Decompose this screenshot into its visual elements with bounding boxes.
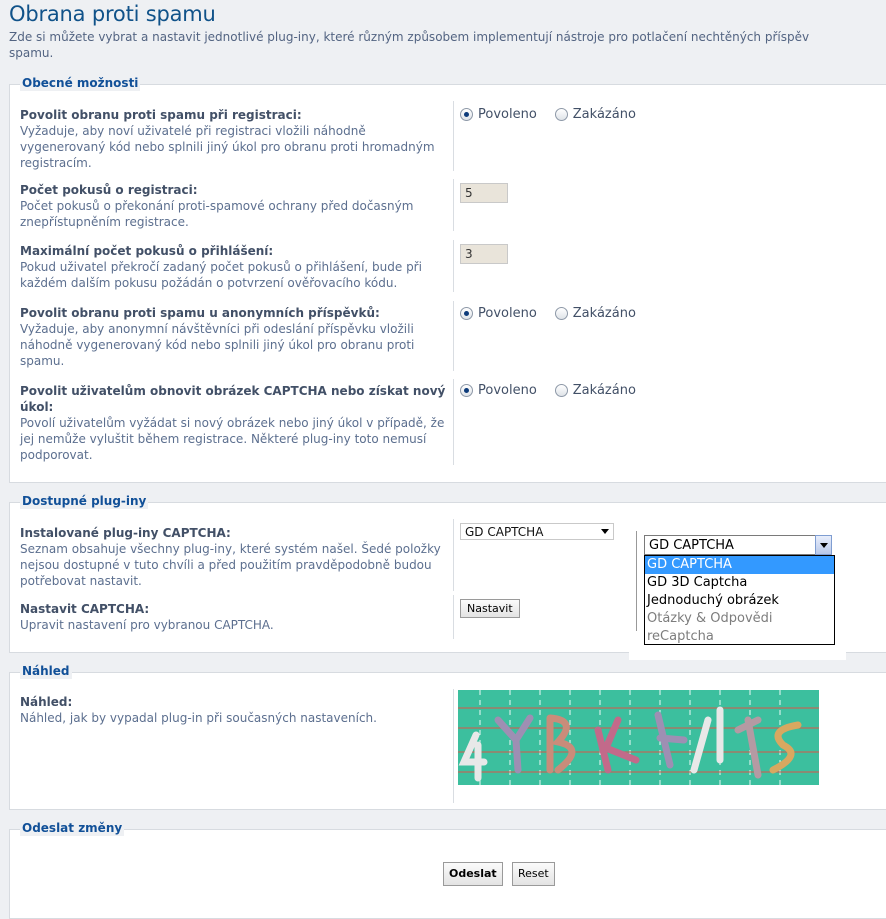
page-intro xyxy=(9,29,886,61)
reset-button[interactable]: Reset xyxy=(512,862,555,886)
guest-captcha-enabled-radio[interactable] xyxy=(460,307,473,320)
guest-captcha-disabled-label[interactable]: Zakázáno xyxy=(572,306,636,321)
reg-attempts-input[interactable]: 5 xyxy=(460,183,508,203)
reg-attempts-desc: Počet pokusů o překonání proti-spamové ochrany před dočasným znepřístupněním registrace. xyxy=(20,199,414,229)
submit-fieldset xyxy=(9,821,886,919)
general-options-fieldset xyxy=(9,76,886,483)
guest-captcha-row xyxy=(10,301,886,371)
intro-line-1: Zde si můžete vybrat a nastavit jednotlivé plug-iny, které různým způsobem implementují nástroje pro potlačení nechtěných příspěv xyxy=(9,30,810,44)
preview-title: Náhled: xyxy=(20,695,73,709)
intro-line-2: spamu. xyxy=(9,46,54,60)
reg-captcha-row xyxy=(10,101,886,171)
login-attempts-input[interactable]: 3 xyxy=(460,244,508,264)
configure-captcha-button[interactable]: Nastavit xyxy=(460,599,520,618)
guest-captcha-disabled-radio[interactable] xyxy=(555,307,568,320)
captcha-plugin-select[interactable] xyxy=(460,523,614,540)
reg-attempts-title: Počet pokusů o registraci: xyxy=(20,183,198,197)
refresh-captcha-enabled-label[interactable]: Povoleno xyxy=(478,383,537,398)
refresh-captcha-row xyxy=(10,379,886,465)
option-gd-captcha[interactable]: GD CAPTCHA xyxy=(645,556,834,574)
configure-captcha-desc: Upravit nastavení pro vybranou CAPTCHA. xyxy=(20,618,274,632)
popup-options-list xyxy=(644,555,835,645)
captcha-preview-image xyxy=(458,690,819,785)
login-attempts-row xyxy=(10,240,886,292)
reg-captcha-disabled-label[interactable]: Zakázáno xyxy=(572,107,636,122)
reg-captcha-disabled-radio[interactable] xyxy=(555,108,568,121)
submit-button[interactable]: Odeslat xyxy=(443,862,503,886)
preview-desc: Náhled, jak by vypadal plug-in při současných nastaveních. xyxy=(20,711,377,725)
refresh-captcha-enabled-radio[interactable] xyxy=(460,384,473,397)
reg-captcha-enabled-label[interactable]: Povoleno xyxy=(478,107,537,122)
installed-plugins-desc: Seznam obsahuje všechny plug-iny, které systém našel. Šedé položky nejsou dostupné v tuto chvíli a před použitím pravděpodobně budou potřebovat nastavit. xyxy=(20,542,441,588)
submit-legend: Odeslat změny xyxy=(22,821,123,835)
guest-captcha-options xyxy=(460,306,654,321)
reg-captcha-desc: Vyžaduje, aby noví uživatelé při registraci vložili náhodně vygenerovaný kód nebo splnili jiný úkol pro obranu proti hromadným registracím. xyxy=(20,124,435,170)
reg-captcha-options xyxy=(460,107,654,122)
guest-captcha-title: Povolit obranu proti spamu u anonymních příspěvků: xyxy=(20,306,380,320)
login-attempts-desc: Pokud uživatel překročí zadaný počet pokusů o přihlášení, bude při každém dalším pokusu požádán o potvrzení ověřovacího kódu. xyxy=(20,260,422,290)
guest-captcha-enabled-label[interactable]: Povoleno xyxy=(478,306,537,321)
reg-attempts-row xyxy=(10,179,886,231)
page-title: Obrana proti spamu xyxy=(9,2,216,26)
chevron-down-icon xyxy=(820,543,828,548)
preview-legend: Náhled xyxy=(22,664,70,678)
configure-captcha-title: Nastavit CAPTCHA: xyxy=(20,602,150,616)
reg-captcha-enabled-radio[interactable] xyxy=(460,108,473,121)
popup-select-arrow[interactable] xyxy=(815,535,832,555)
installed-plugins-title: Instalované plug-iny CAPTCHA: xyxy=(20,526,231,540)
refresh-captcha-desc: Povolí uživatelům vyžádat si nový obrázek nebo jiný úkol v případě, že jej nemůže vyluštit během registrace. Některé plug-iny toto nemusí podporovat. xyxy=(20,416,445,462)
popup-select-box[interactable] xyxy=(644,535,831,555)
guest-captcha-desc: Vyžaduje, aby anonymní návštěvníci při odeslání příspěvku vložili náhodně vygenerovaný kód nebo splnili jiný úkol pro obranu proti spamu. xyxy=(20,322,415,368)
popup-select-value: GD CAPTCHA xyxy=(649,537,734,553)
refresh-captcha-options xyxy=(460,383,654,398)
captcha-plugin-select-value: GD CAPTCHA xyxy=(465,524,544,539)
login-attempts-title: Maximální počet pokusů o přihlášení: xyxy=(20,244,274,258)
option-qa[interactable]: Otázky & Odpovědi xyxy=(647,611,773,626)
option-recaptcha[interactable]: reCaptcha xyxy=(647,629,714,644)
reg-captcha-title: Povolit obranu proti spamu při registraci: xyxy=(20,108,302,122)
captcha-dropdown-popup xyxy=(629,527,846,660)
refresh-captcha-disabled-radio[interactable] xyxy=(555,384,568,397)
refresh-captcha-title: Povolit uživatelům obnovit obrázek CAPTCHA nebo získat nový úkol: xyxy=(20,384,446,414)
refresh-captcha-disabled-label[interactable]: Zakázáno xyxy=(572,383,636,398)
plugins-legend: Dostupné plug-iny xyxy=(22,494,147,508)
chevron-down-icon xyxy=(601,529,609,534)
option-gd-3d-captcha[interactable]: GD 3D Captcha xyxy=(647,575,748,590)
general-options-legend: Obecné možnosti xyxy=(22,76,139,90)
option-simple-image[interactable]: Jednoduchý obrázek xyxy=(647,593,779,608)
